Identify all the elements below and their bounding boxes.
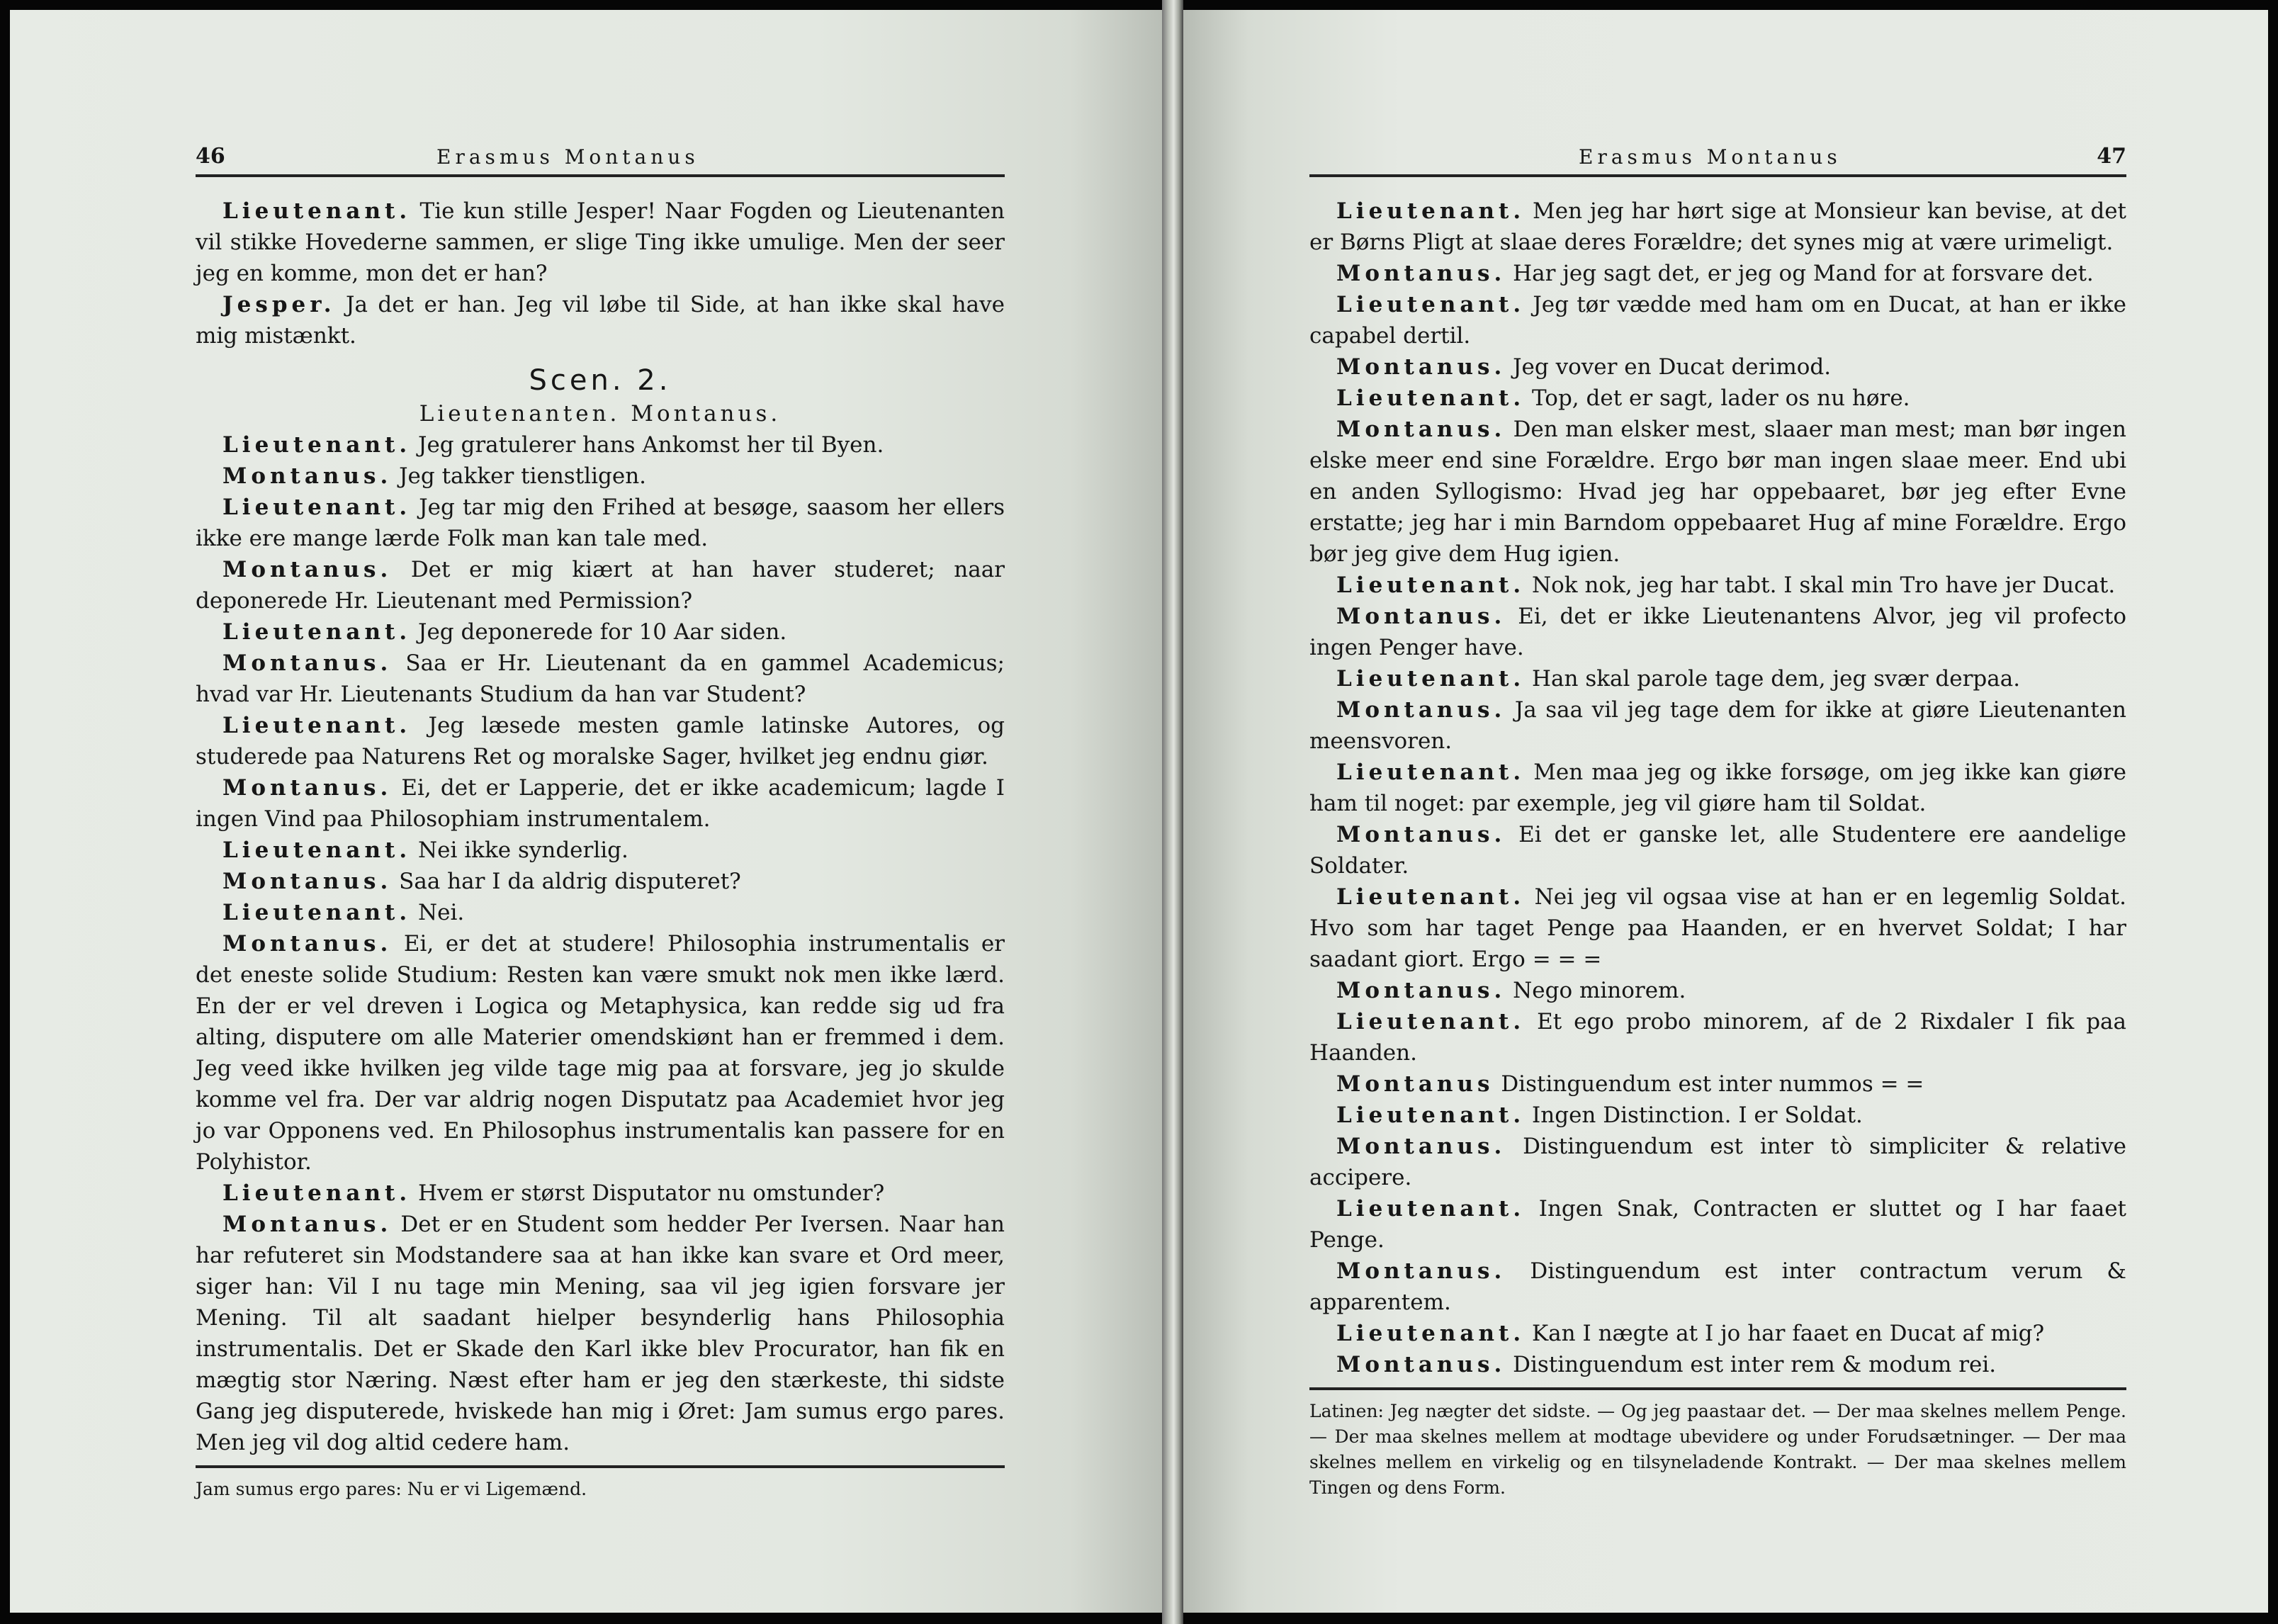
dialogue-line bbox=[196, 928, 1005, 1178]
dialogue-line bbox=[1309, 1100, 2126, 1131]
speech-text: Ja det er han. Jeg vil løbe til Side, at han ikke skal have mig mistænkt. bbox=[196, 292, 1005, 349]
speech-text: Jeg deponerede for 10 Aar siden. bbox=[418, 619, 787, 645]
book-spine bbox=[1162, 0, 1183, 1624]
dialogue-line bbox=[1309, 196, 2126, 258]
speaker-name: Lieutenant. bbox=[1336, 292, 1526, 317]
dialogue-line bbox=[1309, 1349, 2126, 1380]
running-title-right: Erasmus Montanus bbox=[1579, 145, 1842, 169]
speech-text: Han skal parole tage dem, jeg svær derpaa. bbox=[1532, 666, 2021, 692]
right-page bbox=[1183, 10, 2268, 1613]
speech-text: Tie kun stille Jesper! Naar Fogden og Lieutenanten vil stikke Hovederne sammen, er slige Ting ikke umulige. Men der seer jeg en komme, mon det er han? bbox=[196, 198, 1005, 286]
speaker-name: Lieutenant. bbox=[222, 1180, 412, 1206]
speech-text: Ingen Distinction. I er Soldat. bbox=[1532, 1103, 1863, 1128]
speaker-name: Lieutenant. bbox=[222, 432, 412, 458]
speech-text: Saa har I da aldrig disputeret? bbox=[399, 869, 741, 894]
dialogue-line bbox=[196, 554, 1005, 616]
speech-text: Den man elsker mest, slaaer man mest; man bør ingen elske meer end sine Forældre. Ergo bør man ingen slaae meer. End ubi en anden Syllogismo: Hvad jeg har oppebaaret, bør jeg efter Evne erstatte; jeg har i min Barndom oppebaaret Hug af mine Forældre. Ergo bør jeg give dem Hug igien. bbox=[1309, 417, 2126, 567]
right-body-text bbox=[1309, 196, 2126, 1380]
speech-text: Ei, det er ikke Lieutenantens Alvor, jeg vil profecto ingen Penger have. bbox=[1309, 604, 2126, 660]
speaker-name: Lieutenant. bbox=[1336, 760, 1526, 785]
speaker-name: Lieutenant. bbox=[1336, 1196, 1526, 1222]
speaker-name: Lieutenant. bbox=[1336, 385, 1526, 411]
dialogue-line bbox=[1309, 663, 2126, 694]
speaker-name: Montanus. bbox=[1336, 417, 1506, 442]
speaker-name: Lieutenant. bbox=[222, 619, 412, 645]
speaker-name: Lieutenant. bbox=[1336, 666, 1526, 692]
speech-text: Nei jeg vil ogsaa vise at han er en legemlig Soldat. Hvo som har taget Penge paa Haanden, er en hvervet Soldat; I har saadant giort. Ergo = = = bbox=[1309, 884, 2126, 972]
page-number-left: 46 bbox=[196, 144, 225, 169]
speech-text: Distinguendum est inter nummos = = bbox=[1501, 1071, 1924, 1097]
dialogue-line bbox=[1309, 351, 2126, 383]
speaker-name: Lieutenant. bbox=[1336, 573, 1526, 598]
dialogue-line bbox=[196, 710, 1005, 772]
dialogue-line bbox=[1309, 383, 2126, 414]
footnote-left: Jam sumus ergo pares: Nu er vi Ligemænd. bbox=[196, 1465, 1005, 1502]
speaker-name: Montanus. bbox=[1336, 261, 1506, 286]
speech-text: Kan I nægte at I jo har faaet en Ducat af mig? bbox=[1532, 1321, 2045, 1346]
dialogue-line bbox=[1309, 1256, 2126, 1318]
dialogue-line bbox=[196, 1178, 1005, 1209]
speaker-name: Lieutenant. bbox=[222, 838, 412, 863]
left-page bbox=[10, 10, 1162, 1613]
speaker-name: Montanus. bbox=[1336, 697, 1506, 723]
dialogue-line bbox=[1309, 289, 2126, 351]
dialogue-line bbox=[196, 648, 1005, 710]
speech-text: Nok nok, jeg har tabt. I skal min Tro have jer Ducat. bbox=[1532, 573, 2116, 598]
speaker-name: Lieutenant. bbox=[1336, 1103, 1526, 1128]
speech-text: Distinguendum est inter tò simpliciter & relative accipere. bbox=[1309, 1134, 2126, 1190]
dialogue-line bbox=[1309, 881, 2126, 975]
speech-text: Nei ikke synderlig. bbox=[418, 838, 628, 863]
speaker-name: Montanus. bbox=[222, 1212, 393, 1237]
dialogue-line bbox=[196, 897, 1005, 928]
dialogue-line bbox=[196, 429, 1005, 461]
speech-text: Saa er Hr. Lieutenant da en gammel Academicus; hvad var Hr. Lieutenants Studium da han var Student? bbox=[196, 650, 1005, 707]
dialogue-line bbox=[1309, 1318, 2126, 1349]
speaker-name: Lieutenant. bbox=[1336, 198, 1526, 224]
dialogue-line bbox=[196, 772, 1005, 835]
speaker-name: Montanus. bbox=[1336, 822, 1506, 847]
speaker-name: Montanus. bbox=[1336, 1352, 1506, 1377]
dialogue-line bbox=[196, 616, 1005, 648]
speech-text: Det er mig kiært at han haver studeret; naar deponerede Hr. Lieutenant med Permission? bbox=[196, 557, 1005, 614]
speech-text: Jeg vover en Ducat derimod. bbox=[1513, 354, 1832, 380]
speech-text: Jeg gratulerer hans Ankomst her til Byen. bbox=[418, 432, 884, 458]
speaker-name: Lieutenant. bbox=[1336, 884, 1526, 910]
speech-text: Ei, det er Lapperie, det er ikke academicum; lagde I ingen Vind paa Philosophiam instrumentalem. bbox=[196, 775, 1005, 832]
speech-text: Ei, er det at studere! Philosophia instrumentalis er det eneste solide Studium: Resten kan være smukt nok men ikke lærd. En der er vel dreven i Logica og Metaphysica, kan redde sig ud fra alting, disputere om alle Materier omendskiønt han er fremmed i dem. Jeg veed ikke hvilken jeg vilde tage mig paa at forsvare, jeg jo skulde komme vel fra. Der var aldrig nogen Disputatz paa Academiet hvor jeg jo var Opponens ved. En Philosophus instrumentalis kan passere for en Polyhistor. bbox=[196, 931, 1005, 1175]
speaker-name: Montanus. bbox=[1336, 1258, 1506, 1284]
speaker-name: Jesper. bbox=[222, 292, 336, 317]
dialogue-line bbox=[1309, 694, 2126, 757]
speaker-name: Lieutenant. bbox=[222, 495, 412, 520]
speaker-name: Montanus. bbox=[222, 775, 393, 801]
speech-text: Jeg læsede mesten gamle latinske Autores, og studerede paa Naturens Ret og moralske Sager, hvilket jeg endnu giør. bbox=[196, 713, 1005, 769]
speaker-name: Montanus. bbox=[222, 650, 393, 676]
speaker-name: Lieutenant. bbox=[1336, 1009, 1526, 1034]
speech-text: Ja saa vil jeg tage dem for ikke at giøre Lieutenanten meensvoren. bbox=[1309, 697, 2126, 754]
speaker-name: Lieutenant. bbox=[222, 900, 412, 925]
dialogue-line bbox=[196, 492, 1005, 554]
speech-text: Distinguendum est inter contractum verum & apparentem. bbox=[1309, 1258, 2126, 1315]
scene-characters: Lieutenanten. Montanus. bbox=[419, 401, 782, 427]
running-head-right bbox=[1309, 137, 2126, 177]
speech-text: Distinguendum est inter rem & modum rei. bbox=[1513, 1352, 1997, 1377]
dialogue-line bbox=[1309, 1068, 2126, 1100]
speech-text: Top, det er sagt, lader os nu høre. bbox=[1532, 385, 1910, 411]
speaker-name: Montanus. bbox=[1336, 978, 1506, 1003]
speech-text: Det er en Student som hedder Per Iversen. Naar han har refuteret sin Modstandere saa at han ikke kan svare et Ord meer, siger han: Vil I nu tage min Mening, saa vil jeg igien forsvare jer Mening. Til alt saadant hielper besynderlig hans Philosophia instrumentalis. Det er Skade den Karl ikke blev Procurator, han fik en mægtig stor Næring. Næst efter ham er jeg den stærkeste, thi sidste Gang jeg disputerede, hviskede han mig i Øret: Jam sumus ergo pares. Men jeg vil dog altid cedere ham. bbox=[196, 1212, 1005, 1455]
dialogue-line bbox=[196, 1209, 1005, 1458]
running-title-left: Erasmus Montanus bbox=[436, 145, 699, 169]
dialogue-line bbox=[1309, 1006, 2126, 1068]
scene-heading: Scen. 2. bbox=[529, 364, 672, 397]
speech-text: Jeg tør vædde med ham om en Ducat, at han er ikke capabel dertil. bbox=[1309, 292, 2126, 349]
dialogue-line bbox=[1309, 570, 2126, 601]
speech-text: Har jeg sagt det, er jeg og Mand for at forsvare det. bbox=[1513, 261, 2094, 286]
speaker-name: Lieutenant. bbox=[222, 713, 412, 738]
dialogue-line bbox=[1309, 975, 2126, 1006]
speaker-name: Lieutenant. bbox=[1336, 1321, 1526, 1346]
speech-text: Ingen Snak, Contracten er sluttet og I har faaet Penge. bbox=[1309, 1196, 2126, 1253]
dialogue-line bbox=[1309, 819, 2126, 881]
dialogue-line bbox=[1309, 258, 2126, 289]
speaker-name: Montanus. bbox=[1336, 604, 1506, 629]
speech-text: Men maa jeg og ikke forsøge, om jeg ikke kan giøre ham til noget: par exemple, jeg vil giøre ham til Soldat. bbox=[1309, 760, 2126, 816]
speech-text: Jeg tar mig den Frihed at besøge, saasom her ellers ikke ere mange lærde Folk man kan tale med. bbox=[196, 495, 1005, 551]
dialogue-line bbox=[196, 461, 1005, 492]
dialogue-line bbox=[1309, 757, 2126, 819]
speaker-name: Montanus. bbox=[1336, 354, 1506, 380]
dialogue-line bbox=[1309, 414, 2126, 570]
footnote-right: Latinen: Jeg nægter det sidste. — Og jeg paastaar det. — Der maa skelnes mellem Penge. — Der maa skelnes mellem at modtage ubevidere og under Forudsætninger. — Der maa skelnes mellem en virkelig og en tilsyneladende Kontrakt. — Der maa skelnes mellem Tingen og dens Form. bbox=[1309, 1387, 2126, 1501]
speaker-name: Montanus. bbox=[1336, 1134, 1506, 1159]
dialogue-line bbox=[1309, 601, 2126, 663]
dialogue-line bbox=[196, 866, 1005, 897]
speech-text: Ei det er ganske let, alle Studentere ere aandelige Soldater. bbox=[1309, 822, 2126, 879]
speech-text: Nego minorem. bbox=[1513, 978, 1686, 1003]
speaker-name: Montanus bbox=[1336, 1071, 1494, 1097]
speech-text: Hvem er størst Disputator nu omstunder? bbox=[418, 1180, 885, 1206]
dialogue-line bbox=[196, 289, 1005, 351]
dialogue-line bbox=[196, 196, 1005, 289]
speech-text: Nei. bbox=[418, 900, 465, 925]
speaker-name: Montanus. bbox=[222, 463, 393, 489]
dialogue-line bbox=[1309, 1131, 2126, 1193]
speaker-name: Montanus. bbox=[222, 931, 393, 957]
speaker-name: Montanus. bbox=[222, 869, 393, 894]
speech-text: Et ego probo minorem, af de 2 Rixdaler I fik paa Haanden. bbox=[1309, 1009, 2126, 1066]
speaker-name: Lieutenant. bbox=[222, 198, 412, 224]
page-number-right: 47 bbox=[2097, 144, 2126, 169]
left-body-text bbox=[196, 196, 1005, 1458]
speech-text: Men jeg har hørt sige at Monsieur kan bevise, at det er Børns Pligt at slaae deres Forældre; det synes mig at være urimeligt. bbox=[1309, 198, 2127, 255]
dialogue-line bbox=[196, 835, 1005, 866]
dialogue-line bbox=[1309, 1193, 2126, 1256]
speaker-name: Montanus. bbox=[222, 557, 393, 582]
speech-text: Jeg takker tienstligen. bbox=[399, 463, 647, 489]
running-head-left bbox=[196, 137, 1005, 177]
